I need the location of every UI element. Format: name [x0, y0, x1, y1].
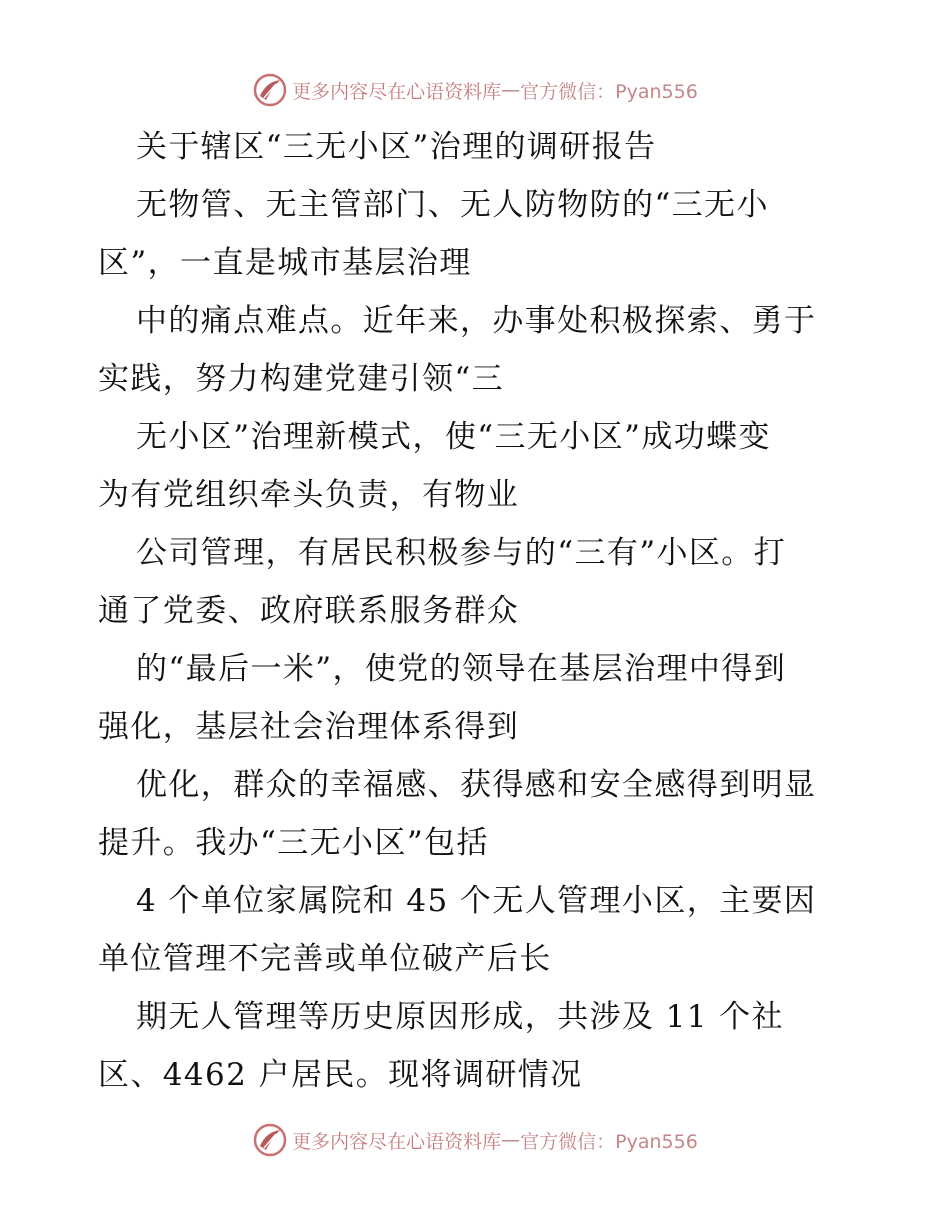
document-line: 单位管理不完善或单位破产后长 — [98, 941, 552, 977]
document-body — [98, 118, 858, 1104]
watermark-text: 更多内容尽在心语资料库 — [292, 80, 502, 103]
watermark-dash: — — [501, 79, 521, 101]
document-line: 无物管、无主管部门、无人防物防的“三无小 — [136, 187, 769, 223]
document-line: 为有党组织牵头负责，有物业 — [98, 477, 520, 513]
document-line: 的“最后一米”，使党的领导在基层治理中得到 — [136, 651, 787, 687]
document-line: 中的痛点难点。近年来，办事处积极探索、勇于 — [136, 303, 817, 339]
document-line: 通了党委、政府联系服务群众 — [98, 593, 520, 629]
document-line: 区”，一直是城市基层治理 — [98, 245, 472, 281]
document-line: 期无人管理等历史原因形成，共涉及 11 个社 — [136, 999, 784, 1035]
watermark-dash: — — [501, 1129, 521, 1151]
watermark-text: 更多内容尽在心语资料库 — [292, 1130, 502, 1153]
document-line: 提升。我办“三无小区”包括 — [98, 825, 489, 861]
document-line: 强化，基层社会治理体系得到 — [98, 709, 520, 745]
document-line: 公司管理，有居民积极参与的“三有”小区。打 — [136, 535, 787, 571]
document-line: 4 个单位家属院和 45 个无人管理小区，主要因 — [136, 883, 817, 919]
document-line: 区、4462 户居民。现将调研情况 — [98, 1057, 583, 1093]
logo-icon — [252, 72, 288, 108]
document-line: 无小区”治理新模式，使“三无小区”成功蝶变 — [136, 419, 771, 455]
header-watermark — [0, 70, 950, 110]
footer-watermark — [0, 1120, 950, 1160]
watermark-contact: 官方微信：Pyan556 — [520, 1130, 698, 1153]
logo-icon — [252, 1122, 288, 1158]
document-line: 优化，群众的幸福感、获得感和安全感得到明显 — [136, 767, 817, 803]
document-line: 关于辖区“三无小区”治理的调研报告 — [136, 129, 657, 165]
watermark-contact: 官方微信：Pyan556 — [520, 80, 698, 103]
document-line: 实践，努力构建党建引领“三 — [98, 361, 505, 397]
